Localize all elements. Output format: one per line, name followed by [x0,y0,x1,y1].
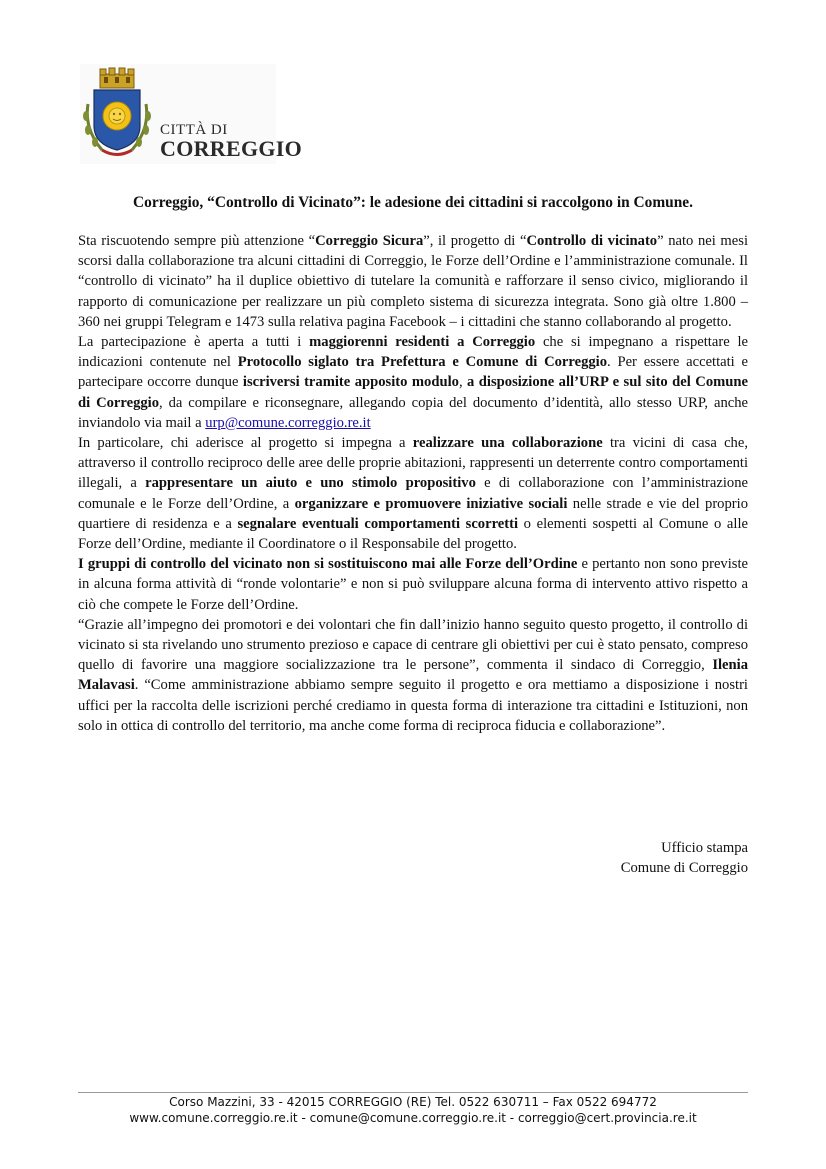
sun-icon [103,102,131,130]
bold-text: I gruppi di controllo del vicinato non si sostituiscono mai alle Forze dell’Ordine [78,556,578,573]
footer-address: Corso Mazzini, 33 - 42015 CORREGGIO (RE) Tel. 0522 630711 – Fax 0522 694772 [169,1095,657,1109]
text-run: Sta riscuotendo sempre più attenzione “ [78,233,316,249]
logo [80,64,303,164]
text-run: o elementi sospetti al Comune o alle Forze dell’Ordine, mediante il Coordinatore o il Responsabile del progetto. [78,515,748,553]
bold-text: maggiorenni residenti a Correggio [309,334,536,351]
logo-city-name: CORREGGIO [160,136,303,161]
text-run: “Grazie all’impegno dei promotori e dei volontari che fin dall’inizio hanno seguito questo progetto, il controllo di vicinato si sta rivelando uno strumento prezioso e capace di centrare gli obiettivi per cui è stato pensato, compreso quello di favorire una maggiore socializzazione tra le persone”, commenta il sindaco di Correggio, [78,616,748,674]
footer [78,1095,748,1126]
footer-divider [78,1092,748,1093]
paragraph [78,433,748,554]
bold-text: realizzare una collaborazione [412,435,603,452]
text-run: che si impegnano a rispettare le indicazioni contenute nel [78,334,748,371]
logo-city-label: CITTÀ DI [160,122,228,138]
text-run: . “Come amministrazione abbiamo sempre seguito il progetto e ora mettiamo a disposizione i nostri uffici per la raccolta delle iscrizioni perché crediamo in questa forma di interazione tra cittadini e Istituzioni, non solo in ottica di controllo del territorio, ma anche come forma di reciproca fiducia e collaborazione”. [78,677,748,734]
bold-text: organizzare e promuovere iniziative sociali [294,495,568,512]
text-run: e pertanto non sono previste in alcuna forma attività di “ronde volontarie” e non si può sviluppare alcuna forma di intervento attivo rispetto a ciò che compete le Forze dell’Ordine. [78,556,748,613]
text-run: tra vicini di casa che, attraverso il controllo reciproco delle aree delle proprie abitazioni, rappresenti un deterrente contro comportamenti illegali, a [78,435,748,492]
text-run: , da compilare e riconsegnare, allegando copia del documento d’identità, allo stesso URP, anche inviandolo via mail a [78,394,748,431]
footer-contacts: www.comune.correggio.re.it - comune@comune.correggio.re.it - correggio@cert.provincia.re.it [129,1110,697,1125]
paragraph [78,554,748,615]
signature [621,838,748,878]
bold-text: a disposizione all’URP e sul sito del Comune di Correggio [78,374,748,411]
article-body [78,231,748,736]
paragraph [78,231,748,332]
bold-text: Ilenia Malavasi [78,657,748,694]
text-run: ”, il progetto di “ [423,233,527,249]
text-run: La partecipazione è aperta a tutti i [78,334,310,351]
text-run: In particolare, chi aderisce al progetto si impegna a [78,435,413,452]
signature-office: Ufficio stampa [661,840,748,856]
text-run: , [458,374,468,391]
text-run: e di collaborazione con l’amministrazione comunale e le Forze dell’Ordine, a [78,475,748,512]
bold-text: Correggio Sicura [315,233,424,249]
email-link[interactable]: urp@comune.correggio.re.it [205,414,371,431]
signature-entity: Comune di Correggio [620,860,748,877]
bold-text: Controllo di vicinato [526,233,658,249]
text-run: nelle strade e vie del proprio quartiere di residenza e a [78,495,748,532]
bold-text: segnalare eventuali comportamenti scorretti [237,515,519,532]
page-title: Correggio, “Controllo di Vicinato”: le adesione dei cittadini si raccolgono in Comune. [133,194,693,211]
bold-text: rappresentare un aiuto e uno stimolo propositivo [145,475,476,492]
paragraph [78,615,748,736]
bold-text: Protocollo siglato tra Prefettura e Comune di Correggio [237,354,608,371]
text-run: ” nato nei mesi scorsi dalla collaborazione tra alcuni cittadini di Correggio, le Forze dell’Ordine e l’amministrazione comunale. Il “controllo di vicinato” ha il duplice obiettivo di tutelare la comunità e rafforzare il senso civico, migliorando il rapporto di comunicazione per realizzare un più completo sistema di sicurezza integrata. Sono già oltre 1.800 – 360 nei gruppi Telegram e 1473 sulla relativa pagina Facebook – i cittadini che stanno collaborando al progetto. [78,233,748,330]
paragraph [78,332,748,433]
bold-text: iscriversi tramite apposito modulo [242,374,459,391]
text-run: . Per essere accettati e partecipare occorre dunque [78,354,749,391]
